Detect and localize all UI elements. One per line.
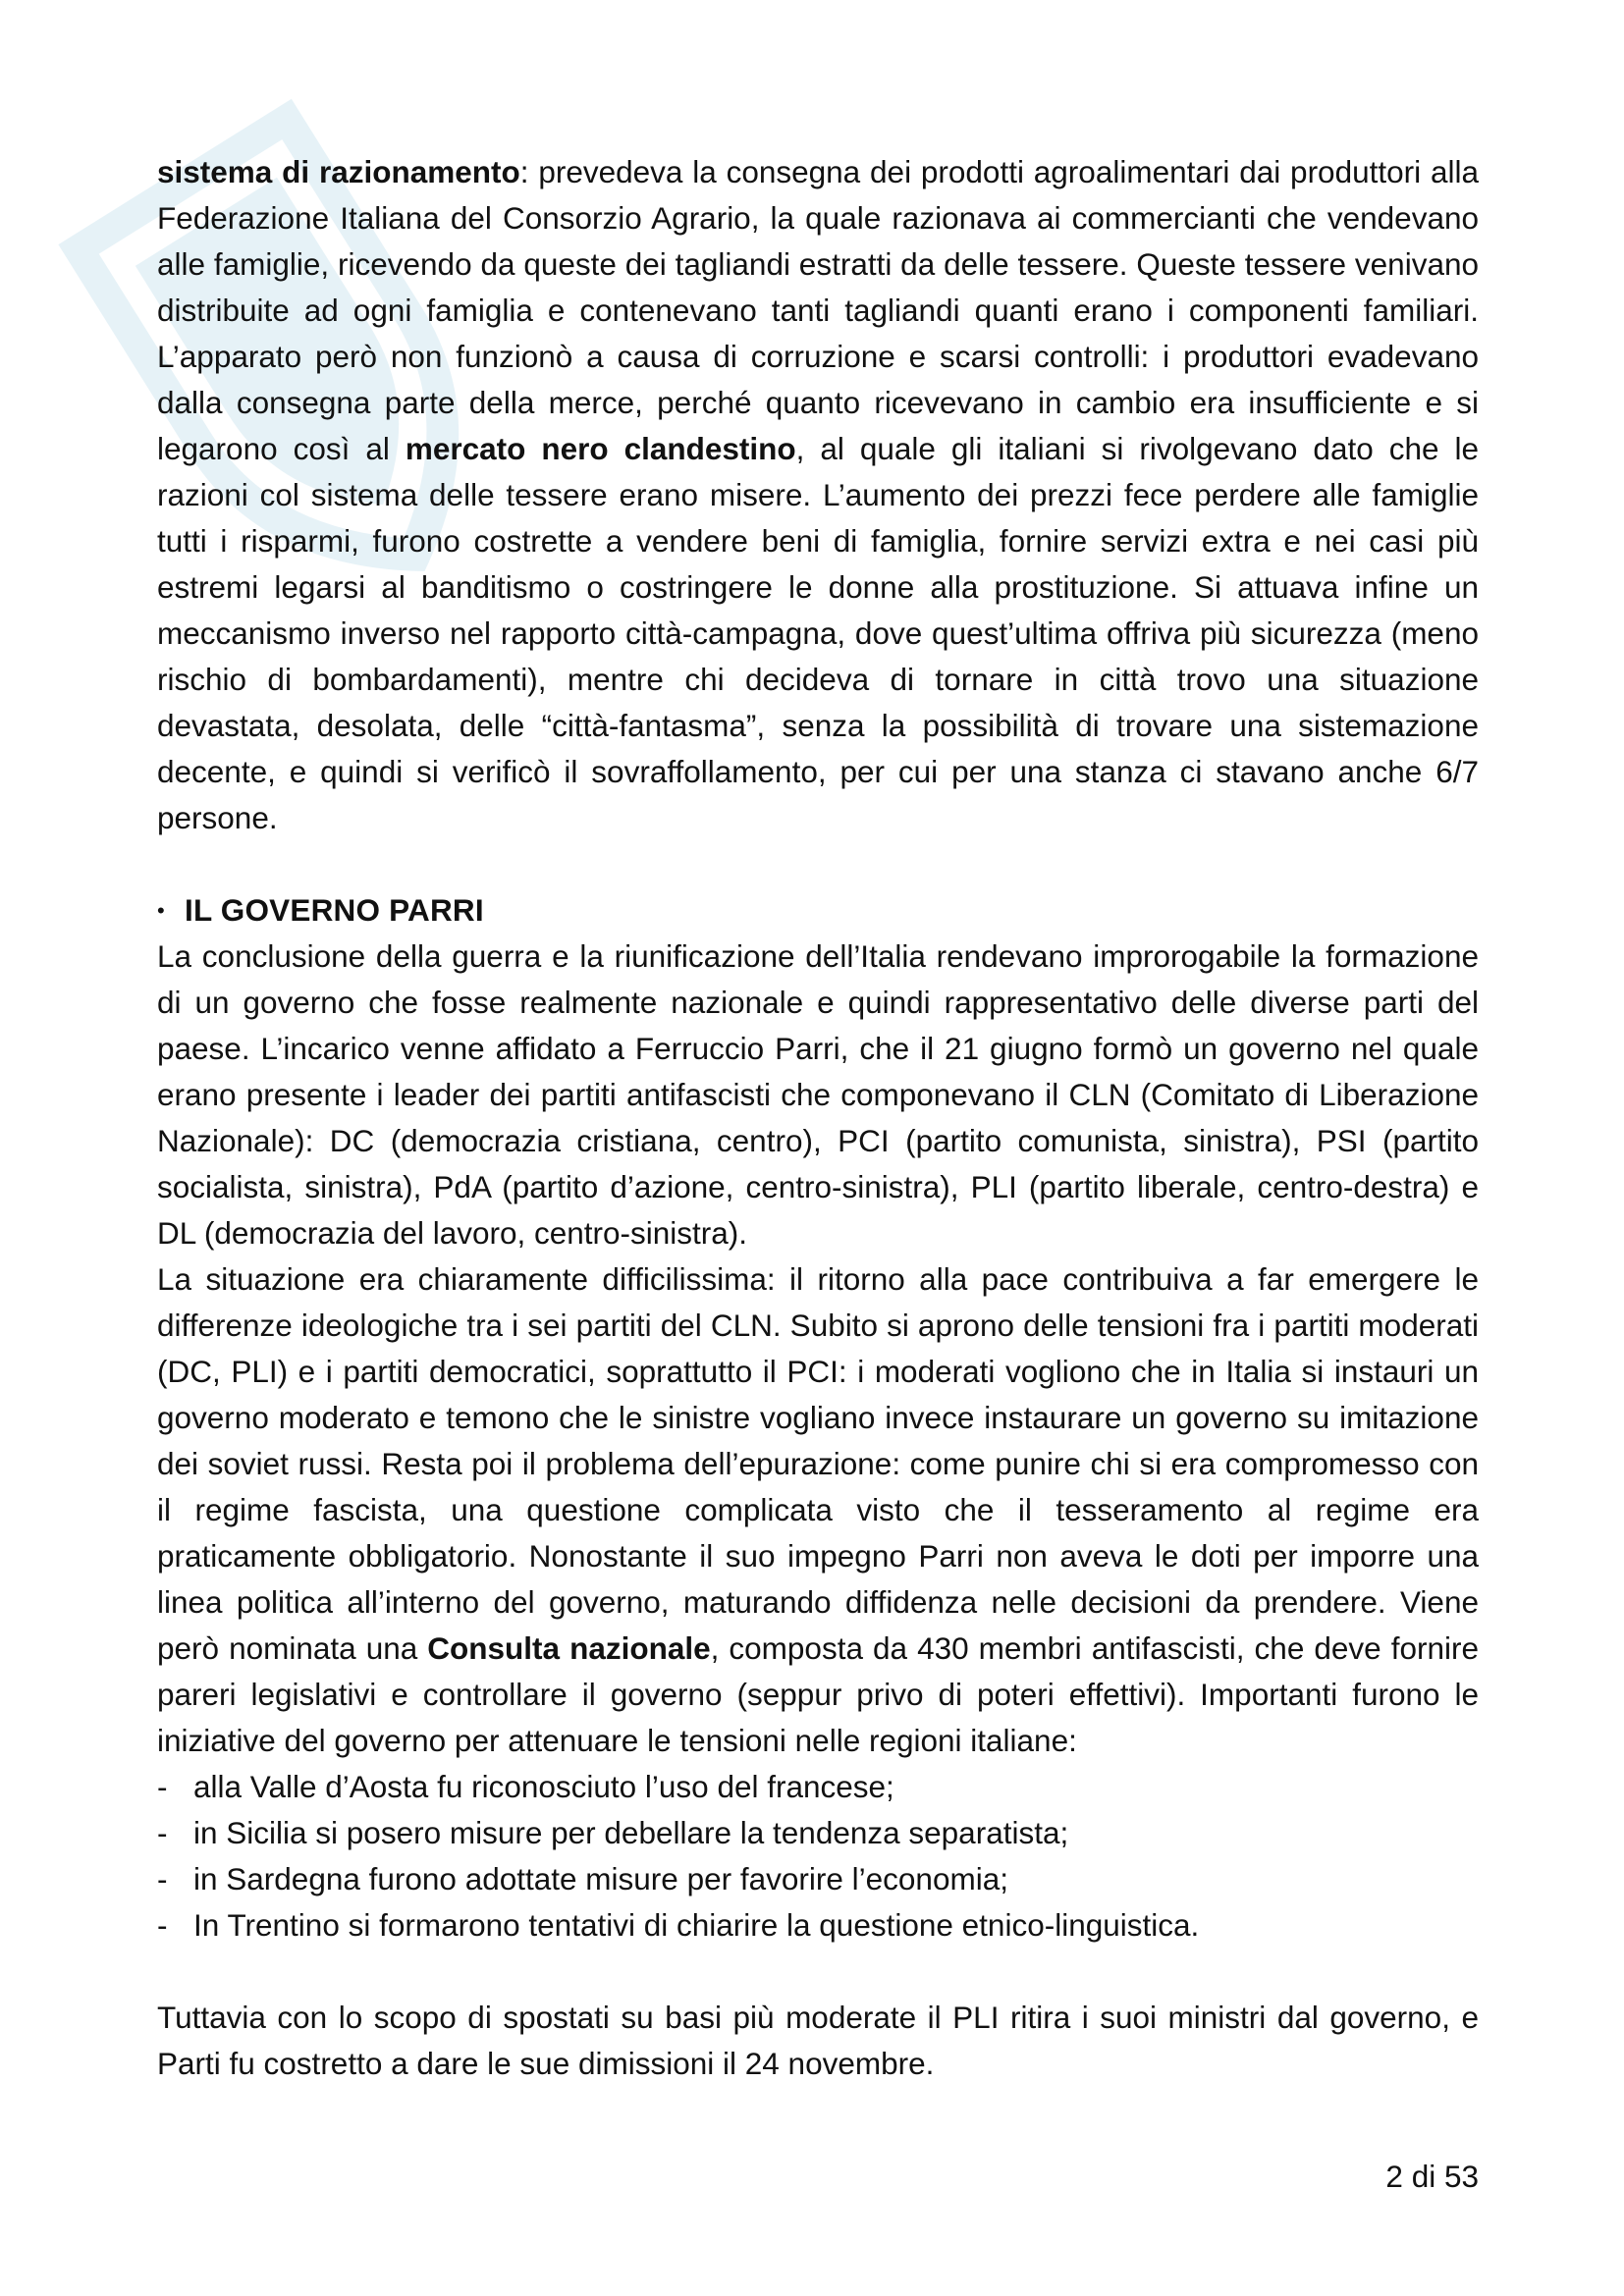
paragraph-2-bold: Consulta nazionale: [427, 1630, 711, 1666]
section-paragraph-2: [157, 1256, 1479, 1764]
list-item-text: in Sardegna furono adottate misure per favorire l’economia;: [193, 1861, 1008, 1896]
list-dash: -: [157, 1861, 168, 1896]
list-item-text: in Sicilia si posero misure per debellare la tendenza separatista;: [193, 1815, 1069, 1850]
document-page: [157, 149, 1479, 2087]
list-item: [157, 1902, 1479, 1949]
list-item-text: alla Valle d’Aosta fu riconosciuto l’uso del francese;: [193, 1769, 894, 1804]
list-item-text: In Trentino si formarono tentativi di chiarire la questione etnico-linguistica.: [193, 1907, 1200, 1943]
list-item: [157, 1856, 1479, 1902]
regions-list: [157, 1764, 1479, 1949]
intro-text-2: , al quale gli italiani si rivolgevano dato che le razioni col sistema delle tessere erano misere. L’aumento dei prezzi fece perdere alle famiglie tutti i risparmi, furono costrette a vendere beni di famiglia, fornire servizi extra e nei casi più estremi legarsi al banditismo o costringere le donne alla prostituzione. Si attuava infine un meccanismo inverso nel rapporto città-campagna, dove quest’ultima offriva più sicurezza (meno rischio di bombardamenti), mentre chi decideva di tornare in città trovo una situazione devastata, desolata, delle “città-fantasma”, senza la possibilità di trovare una sistemazione decente, e quindi si verificò il sovraffollamento, per cui per una stanza ci stavano anche 6/7 persone.: [157, 431, 1479, 835]
list-item: [157, 1764, 1479, 1810]
section-paragraph-1: La conclusione della guerra e la riunificazione dell’Italia rendevano improrogabile la formazione di un governo che fosse realmente nazionale e quindi rappresentativo delle diverse parti del paese. L’incarico venne affidato a Ferruccio Parri, che il 21 giugno formò un governo nel quale erano presente i leader dei partiti antifascisti che componevano il CLN (Comitato di Liberazione Nazionale): DC (democrazia cristiana, centro), PCI (partito comunista, sinistra), PSI (partito socialista, sinistra), PdA (partito d’azione, centro-sinistra), PLI (partito liberale, centro-destra) e DL (democrazia del lavoro, centro-sinistra).: [157, 938, 1479, 1251]
list-dash: -: [157, 1815, 168, 1850]
spacer: [157, 1949, 1479, 1995]
section-heading: [157, 887, 1479, 934]
paragraph-2-text-2: , composta da 430 membri antifascisti, che deve fornire pareri legislativi e controllare il governo (seppur privo di poteri effettivi). Importanti furono le iniziative del governo per attenuare le tensioni nelle regioni italiane:: [157, 1630, 1479, 1758]
list-dash: -: [157, 1769, 168, 1804]
list-item: [157, 1810, 1479, 1856]
intro-bold-mid: mercato nero clandestino: [405, 431, 796, 466]
intro-text-1: : prevedeva la consegna dei prodotti agroalimentari dai produttori alla Federazione Italiana del Consorzio Agrario, la quale razionava ai commercianti che vendevano alle famiglie, ricevendo da queste dei tagliandi estratti da delle tessere. Queste tessere venivano distribuite ad ogni famiglia e contenevano tanti tagliandi quanti erano i componenti familiari. L’apparato però non funzionò a causa di corruzione e scarsi controlli: i produttori evadevano dalla consegna parte della merce, perché quanto ricevevano in cambio era insufficiente e si legarono così al: [157, 154, 1479, 466]
page-number: 2 di 53: [1385, 2159, 1479, 2194]
heading-bullet: •: [157, 898, 165, 923]
section-paragraph-3: Tuttavia con lo scopo di spostati su basi più moderate il PLI ritira i suoi ministri dal governo, e Parti fu costretto a dare le sue dimissioni il 24 novembre.: [157, 2000, 1479, 2081]
intro-bold-lead: sistema di razionamento: [157, 154, 520, 189]
paragraph-2-text-1: La situazione era chiaramente difficilissima: il ritorno alla pace contribuiva a far emergere le differenze ideologiche tra i sei partiti del CLN. Subito si aprono delle tensioni fra i partiti moderati (DC, PLI) e i partiti democratici, soprattutto il PCI: i moderati vogliono che in Italia si instauri un governo moderato e temono che le sinistre vogliano invece instaurare un governo su imitazione dei soviet russi. Resta poi il problema dell’epurazione: come punire chi si era compromesso con il regime fascista, una questione complicata visto che il tesseramento al regime era praticamente obbligatorio. Nonostante il suo impegno Parri non aveva le doti per imporre una linea politica all’interno del governo, maturando diffidenza nelle decisioni da prendere. Viene però nominata una: [157, 1261, 1479, 1666]
heading-text: IL GOVERNO PARRI: [185, 892, 484, 928]
list-dash: -: [157, 1907, 168, 1943]
intro-paragraph: [157, 149, 1479, 841]
